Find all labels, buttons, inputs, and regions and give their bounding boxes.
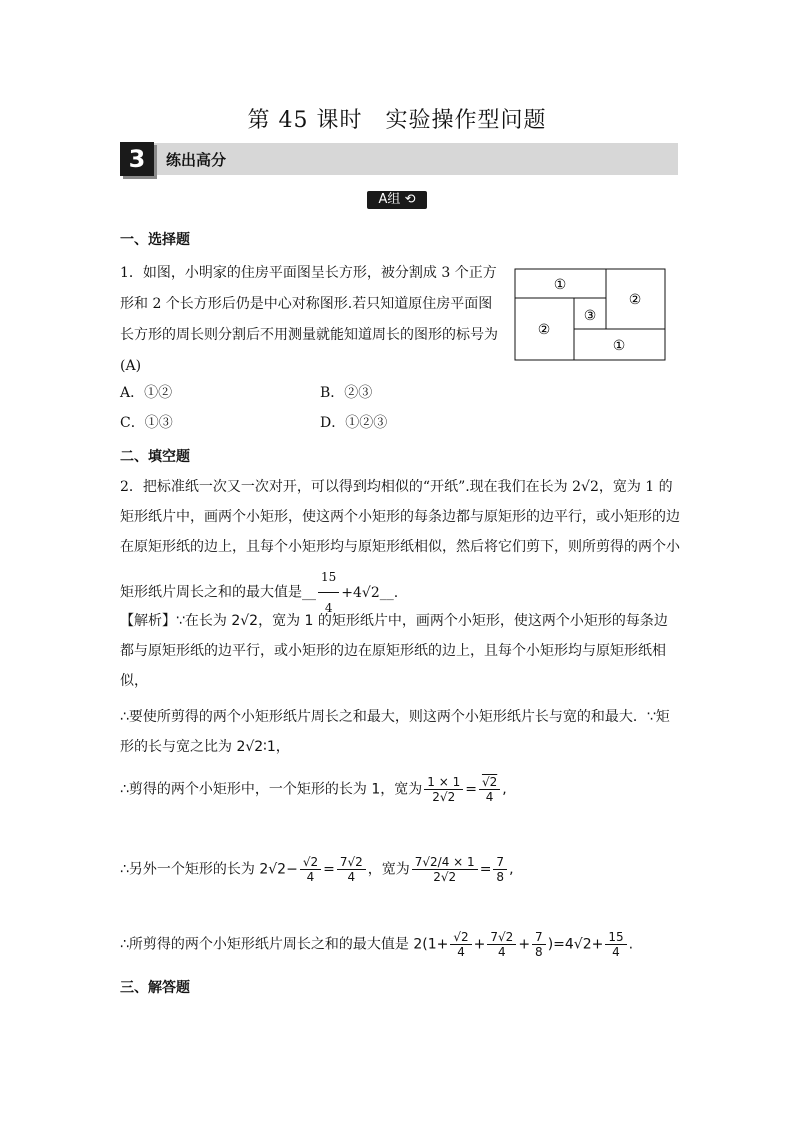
refresh-icon: ⟲ — [404, 192, 416, 207]
region-label: ① — [553, 277, 567, 293]
option-a: A．①② — [120, 385, 173, 401]
section-fill: 二、填空题 — [120, 449, 190, 465]
step-2-prefix: ∴剪得的两个小矩形中，一个矩形的长为 1，宽为 — [120, 781, 423, 798]
option-c: C．①③ — [120, 415, 173, 431]
step-3-prefix: ∴另外一个矩形的长为 2√2− — [120, 861, 298, 878]
page-title: 第 45 课时 实验操作型问题 — [247, 108, 547, 133]
group-label — [367, 191, 427, 209]
analysis-step-4: ∴所剪得的两个小矩形纸片周长之和的最大值是 2(1+ $\frac{√2}{4}$ + $\frac{7√2}{4}$ + $\frac{7}{8}$ )=4√2+ $\frac{15}{4}$ . — [120, 930, 634, 959]
section-answer: 三、解答题 — [120, 980, 190, 996]
banner-number-badge: 3 — [120, 142, 154, 176]
answer-blank: __ $\frac{15}{4}$ +4√2__. — [302, 585, 398, 601]
region-label: ② — [628, 292, 642, 308]
group-label-text: A组 — [378, 192, 401, 207]
step-4-result: =4√2+ — [553, 936, 604, 953]
question-2-text — [120, 472, 680, 623]
fraction: $\frac{√2}{4}$ — [479, 775, 500, 804]
answer-rest: +4√2 — [341, 584, 380, 601]
answer-numerator: 15 — [318, 562, 339, 593]
analysis-text: 【解析】∵在长为 2√2，宽为 1 的矩形纸片中，画两个小矩形，使这两个小矩形的每条边都与原矩形纸的边平行，或小矩形的边在原矩形纸的边上，且每个小矩形均与原矩形纸相似， — [120, 613, 668, 689]
analysis-step-2: ∴剪得的两个小矩形中，一个矩形的长为 1，宽为 $\frac{1 \times 1}{2√2}$ = $\frac{√2}{4}$ , — [120, 775, 507, 804]
banner-title: 练出高分 — [166, 151, 227, 169]
fraction: $\frac{1 \times 1}{2√2}$ — [424, 775, 463, 804]
region-label: ③ — [583, 308, 597, 324]
question-2-body: 2．把标准纸一次又一次对开，可以得到均相似的“开纸”.现在我们在长为 2√2，宽为 1 的矩形纸片中，画两个小矩形，使这两个小矩形的每条边都与原矩形的边平行，或小矩形的边在原矩形纸的边上，且每个小矩形均与原矩形纸相似，然后将它们剪下，则所剪得的两个小矩形纸片周长之和的最大值是 — [120, 479, 680, 601]
region-label: ② — [537, 322, 551, 338]
floor-plan-diagram — [514, 268, 666, 362]
answer-denominator: 4 — [324, 601, 333, 615]
region-label: ① — [612, 338, 626, 354]
question-1-text: 1．如图，小明家的住房平面图呈长方形，被分割成 3 个正方形和 2 个长方形后仍是中心对称图形.若只知道原住房平面图长方形的周长则分割后不用测量就能知道周长的图形的标号为 (A) — [120, 265, 540, 374]
option-b: B．②③ — [320, 385, 373, 401]
analysis-step-1: ∴要使所剪得的两个小矩形纸片周长之和最大，则这两个小矩形纸片长与宽的和最大．∵矩形的长与宽之比为 2√2∶1， — [120, 709, 670, 755]
step-4-prefix: ∴所剪得的两个小矩形纸片周长之和的最大值是 2(1+ — [120, 936, 449, 953]
section-choice: 一、选择题 — [120, 232, 190, 248]
option-d: D．①②③ — [320, 415, 388, 431]
analysis-step-3: ∴另外一个矩形的长为 2√2− $\frac{√2}{4}$ = $\frac{7√2}{4}$ ，宽为 $\frac{7√2/4 \times 1}{2√2}$ = $\frac{7}{8}$ , — [120, 855, 514, 884]
